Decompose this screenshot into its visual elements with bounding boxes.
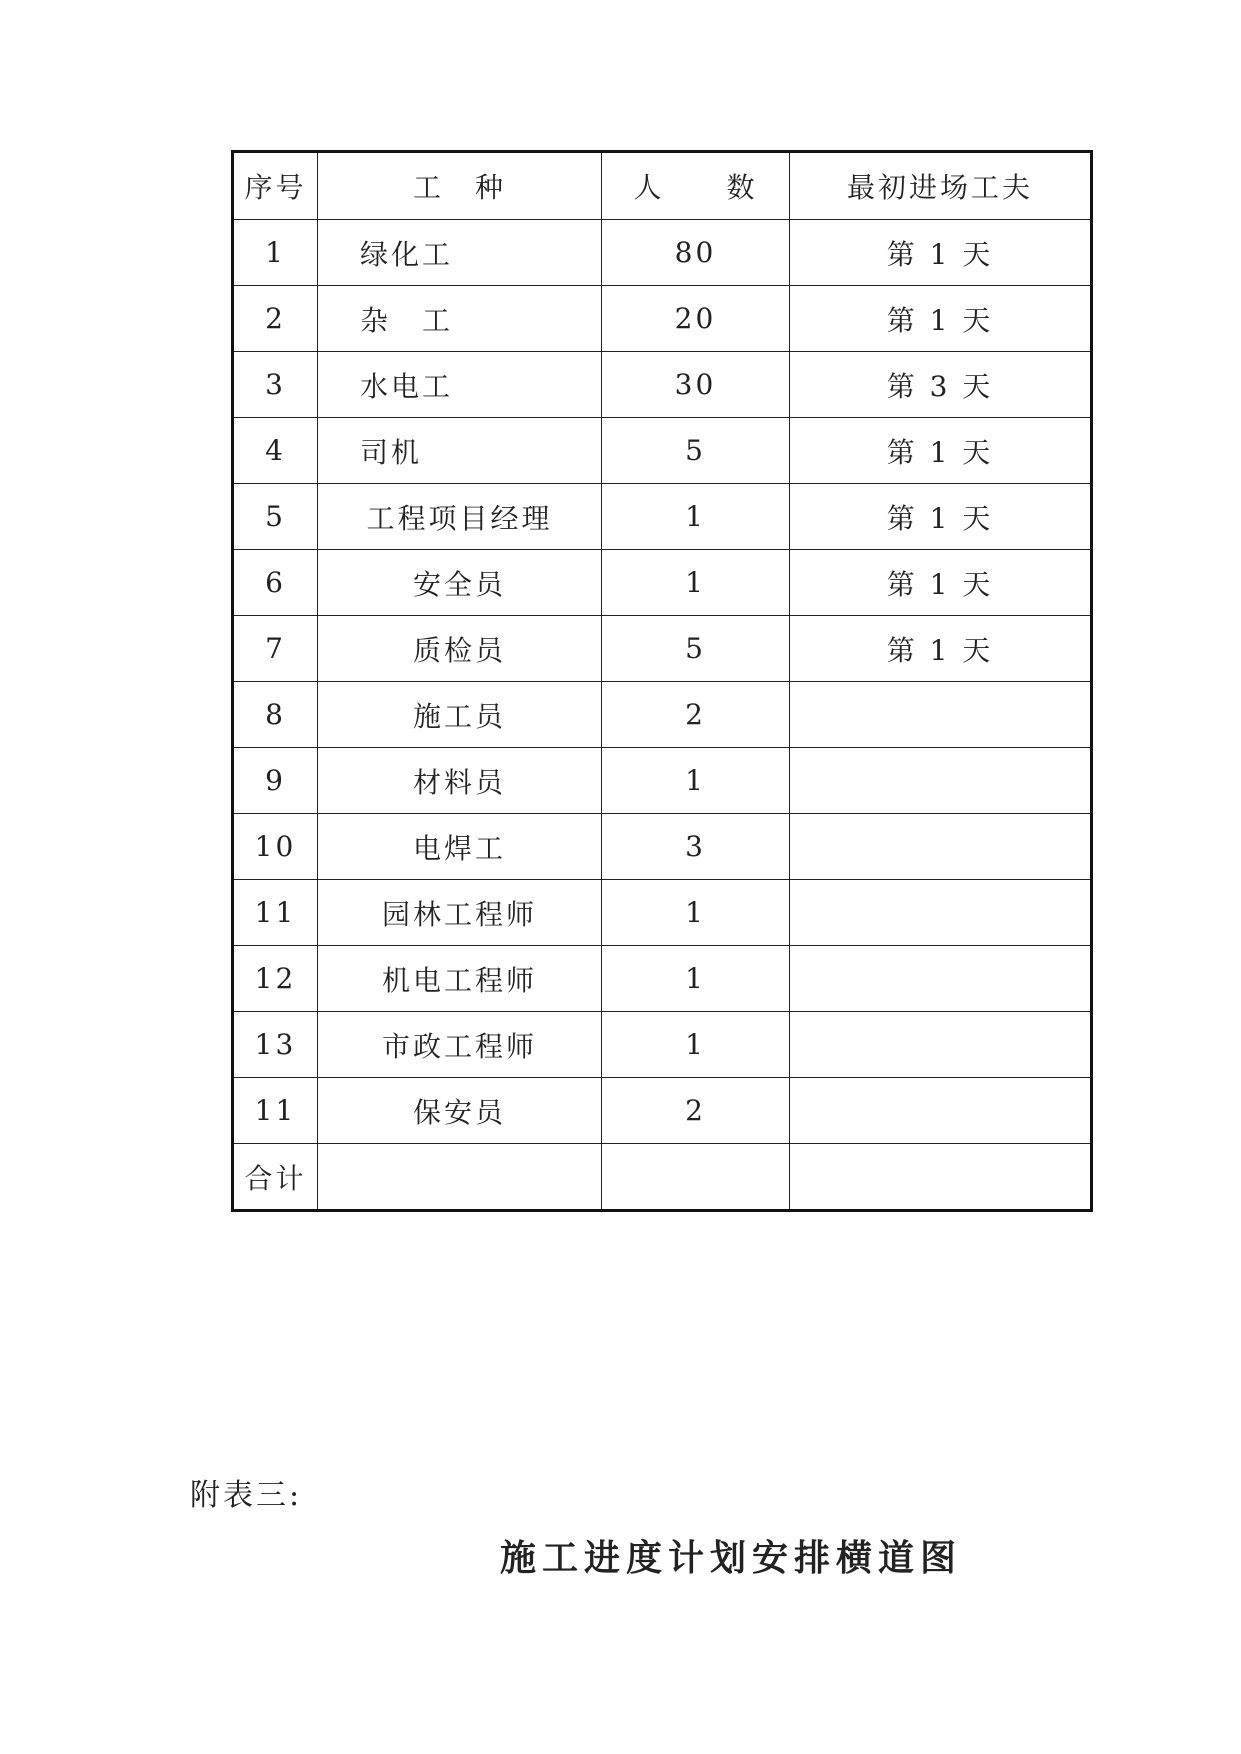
cell-type: 杂 工 <box>318 286 602 352</box>
cell-count: 1 <box>602 946 790 1012</box>
cell-first-day <box>790 814 1092 880</box>
table-row <box>233 286 1092 352</box>
cell-total-label: 合计 <box>233 1144 318 1211</box>
cell-no: 7 <box>233 616 318 682</box>
table-row <box>233 550 1092 616</box>
cell-no: 10 <box>233 814 318 880</box>
cell-first-day: 第 1 天 <box>790 484 1092 550</box>
table-row <box>233 616 1092 682</box>
table-row <box>233 814 1092 880</box>
cell-count: 1 <box>602 748 790 814</box>
cell-first-day: 第 1 天 <box>790 220 1092 286</box>
cell-type: 市政工程师 <box>318 1012 602 1078</box>
cell-first-day <box>790 1012 1092 1078</box>
cell-count: 5 <box>602 616 790 682</box>
cell-type: 电焊工 <box>318 814 602 880</box>
table-header-row <box>233 152 1092 220</box>
header-count: 人 数 <box>602 152 790 220</box>
table-row <box>233 880 1092 946</box>
cell-first-day: 第 1 天 <box>790 616 1092 682</box>
cell-total-first-day <box>790 1144 1092 1211</box>
table-row <box>233 1078 1092 1144</box>
cell-first-day <box>790 748 1092 814</box>
table-row <box>233 352 1092 418</box>
cell-first-day <box>790 1078 1092 1144</box>
cell-no: 13 <box>233 1012 318 1078</box>
cell-no: 6 <box>233 550 318 616</box>
cell-type: 材料员 <box>318 748 602 814</box>
cell-first-day <box>790 880 1092 946</box>
table-row <box>233 484 1092 550</box>
cell-type: 质检员 <box>318 616 602 682</box>
cell-type: 园林工程师 <box>318 880 602 946</box>
cell-no: 1 <box>233 220 318 286</box>
cell-total-count <box>602 1144 790 1211</box>
appendix-label: 附表三: <box>190 1478 303 1513</box>
cell-no: 3 <box>233 352 318 418</box>
cell-first-day: 第 3 天 <box>790 352 1092 418</box>
cell-count: 80 <box>602 220 790 286</box>
cell-first-day <box>790 682 1092 748</box>
cell-count: 1 <box>602 880 790 946</box>
cell-count: 1 <box>602 550 790 616</box>
cell-type: 机电工程师 <box>318 946 602 1012</box>
cell-no: 2 <box>233 286 318 352</box>
header-type: 工 种 <box>318 152 602 220</box>
cell-count: 30 <box>602 352 790 418</box>
table-row <box>233 682 1092 748</box>
cell-no: 4 <box>233 418 318 484</box>
cell-no: 8 <box>233 682 318 748</box>
cell-count: 20 <box>602 286 790 352</box>
cell-first-day: 第 1 天 <box>790 418 1092 484</box>
cell-no: 11 <box>233 1078 318 1144</box>
cell-count: 2 <box>602 682 790 748</box>
table-row <box>233 418 1092 484</box>
cell-count: 5 <box>602 418 790 484</box>
cell-no: 11 <box>233 880 318 946</box>
cell-type: 水电工 <box>318 352 602 418</box>
header-no: 序号 <box>233 152 318 220</box>
cell-first-day: 第 1 天 <box>790 550 1092 616</box>
cell-no: 12 <box>233 946 318 1012</box>
cell-type: 绿化工 <box>318 220 602 286</box>
table-total-row <box>233 1144 1092 1211</box>
cell-no: 9 <box>233 748 318 814</box>
cell-count: 2 <box>602 1078 790 1144</box>
cell-type: 安全员 <box>318 550 602 616</box>
staff-table <box>231 150 1093 1212</box>
table-row <box>233 1012 1092 1078</box>
table-row <box>233 946 1092 1012</box>
cell-type: 施工员 <box>318 682 602 748</box>
header-first-day: 最初进场工夫 <box>790 152 1092 220</box>
table-row <box>233 748 1092 814</box>
cell-type: 保安员 <box>318 1078 602 1144</box>
chart-title: 施工进度计划安排横道图 <box>500 1537 963 1579</box>
cell-total-type <box>318 1144 602 1211</box>
cell-count: 1 <box>602 1012 790 1078</box>
cell-first-day: 第 1 天 <box>790 286 1092 352</box>
cell-type: 工程项目经理 <box>318 484 602 550</box>
cell-count: 3 <box>602 814 790 880</box>
cell-count: 1 <box>602 484 790 550</box>
cell-no: 5 <box>233 484 318 550</box>
cell-first-day <box>790 946 1092 1012</box>
table-row <box>233 220 1092 286</box>
cell-type: 司机 <box>318 418 602 484</box>
